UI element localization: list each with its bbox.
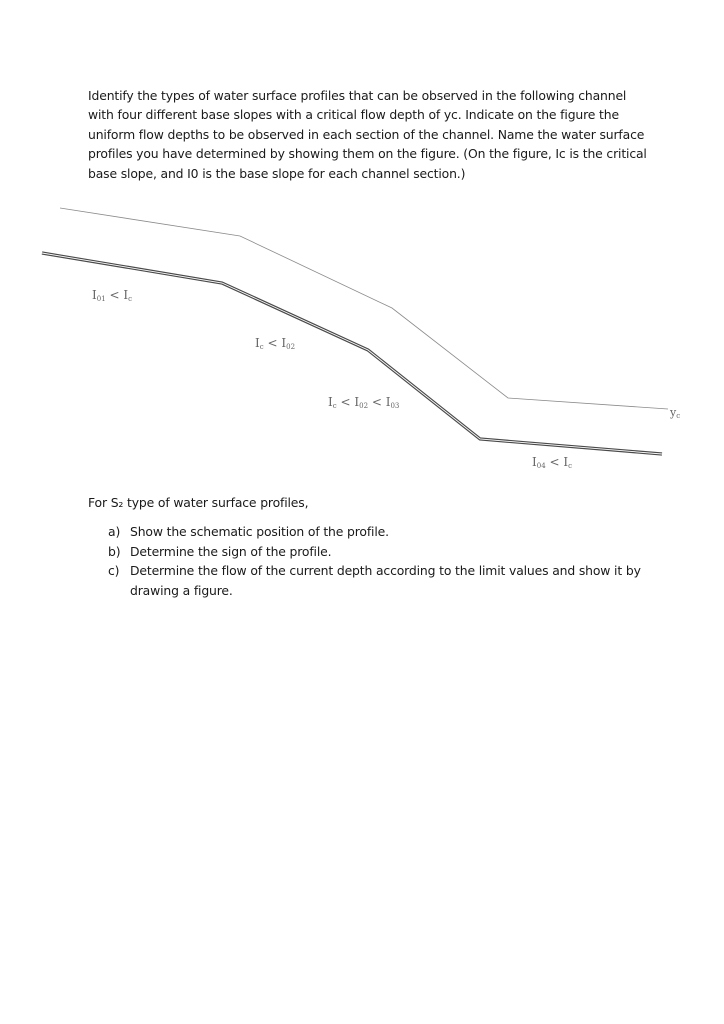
critical-depth-line [60,208,668,409]
channel-bed-line [42,253,662,454]
problem-intro [88,86,648,183]
list-item [88,561,648,600]
slope-label-section-1: I01 < Ic [92,288,133,303]
list-item-text: Determine the flow of the current depth according to the limit values and show it by drawing a figure. [130,563,641,598]
channel-bed-line-inner [42,253,662,454]
list-item [88,542,648,561]
list-item [88,522,648,541]
slope-label-section-4: I04 < Ic [532,455,573,470]
question-list [88,522,648,600]
list-item-text: Determine the sign of the profile. [130,543,332,559]
list-marker: c) [108,563,120,579]
list-marker: a) [108,524,121,540]
list-item-text: Show the schematic position of the profile. [130,524,389,540]
intro-paragraph: Identify the types of water surface profiles that can be observed in the following channel with four different base slopes with a critical flow depth of yc. Indicate on the figure the uniform flow depths to be observed in each section of the channel. Name the water surface profiles you have determined by showing them on the figure. (On the figure, Ic is the critical base slope, and I0 is the base slope for each channel section.) [88,88,647,181]
s2-profile-section [88,493,648,600]
list-marker: b) [108,543,121,559]
s2-heading: For S₂ type of water surface profiles, [88,495,309,510]
slope-label-section-2: Ic < I02 [255,336,296,351]
yc-label: yc [670,406,681,420]
slope-label-section-3: Ic < I02 < I03 [328,395,400,410]
channel-profile-figure [0,190,724,480]
